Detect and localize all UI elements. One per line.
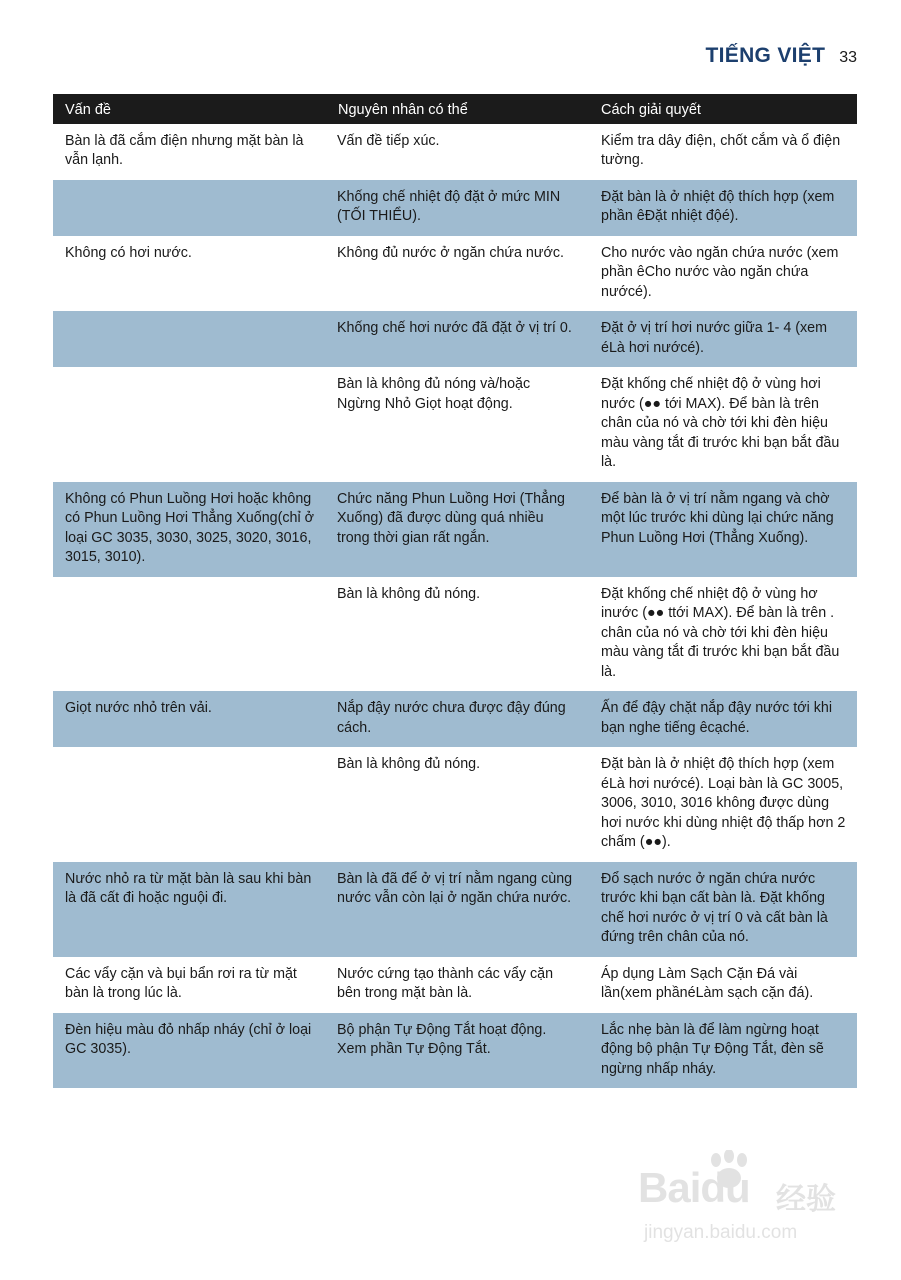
cell-problem: Các vẩy cặn và bụi bẩn rơi ra từ mặt bàn là trong lúc là. [53,957,326,1013]
cell-problem: Không có Phun Luồng Hơi hoặc không có Phun Luồng Hơi Thẳng Xuống(chỉ ở loại GC 3035, 3030, 3025, 3020, 3016, 3015, 3010). [53,482,326,577]
cell-cause: Bàn là không đủ nóng. [326,577,589,692]
table-row [53,482,857,577]
cell-problem: Đèn hiệu màu đỏ nhấp nháy (chỉ ở loại GC 3035). [53,1013,326,1089]
page-header [706,44,857,68]
cell-solution: Đặt khống chế nhiệt độ ở vùng hơi nước (●● tới MAX). Để bàn là trên chân của nó và chờ tới khi đèn hiệu màu vàng tắt đi trước khi bạn bắt đầu là. [589,367,857,482]
table-row [53,957,857,1013]
cell-problem: Bàn là đã cắm điện nhưng mặt bàn là vẫn lạnh. [53,124,326,180]
cell-cause: Chức năng Phun Luồng Hơi (Thẳng Xuống) đã được dùng quá nhiều trong thời gian rất ngắn. [326,482,589,577]
table-row [53,180,857,236]
table-header-row [53,94,857,124]
column-header-cause: Nguyên nhân có thể [326,94,589,124]
watermark-logo: Baidu [638,1164,750,1211]
table-row [53,862,857,957]
baidu-watermark [638,1150,858,1250]
column-header-problem: Vấn đề [53,94,326,124]
cell-problem [53,577,326,692]
cell-solution: Đặt khống chế nhiệt độ ở vùng hơ inước (●● ttới MAX). Để bàn là trên . chân của nó và chờ tới khi đèn hiệu màu vàng tắt đi trước khi bạn bắt đầu là. [589,577,857,692]
cell-solution: Lắc nhẹ bàn là để làm ngừng hoạt động bộ phận Tự Động Tắt, đèn sẽ ngừng nhấp nháy. [589,1013,857,1089]
page-number: 33 [839,49,857,66]
troubleshooting-table [53,94,857,1088]
cell-problem [53,367,326,482]
cell-problem [53,180,326,236]
column-header-solution: Cách giải quyết [589,94,857,124]
cell-cause: Nắp đậy nước chưa được đậy đúng cách. [326,691,589,747]
cell-problem [53,311,326,367]
table-row [53,691,857,747]
table-row [53,577,857,692]
cell-cause: Bàn là không đủ nóng và/hoặc Ngừng Nhỏ Giọt hoạt động. [326,367,589,482]
language-title: TIẾNG VIỆT [705,44,826,67]
cell-problem: Không có hơi nước. [53,236,326,312]
table-row [53,1013,857,1089]
table-row [53,311,857,367]
cell-problem: Nước nhỏ ra từ mặt bàn là sau khi bàn là đã cất đi hoặc nguội đi. [53,862,326,957]
table-row [53,367,857,482]
cell-cause: Bộ phận Tự Động Tắt hoạt động. Xem phần Tự Động Tắt. [326,1013,589,1089]
table-row [53,124,857,180]
cell-cause: Khống chế nhiệt độ đặt ở mức MIN (TỐI THIỂU). [326,180,589,236]
cell-cause: Bàn là không đủ nóng. [326,747,589,862]
cell-solution: Đặt bàn là ở nhiệt độ thích hợp (xem phần êĐặt nhiệt độé). [589,180,857,236]
cell-solution: Đặt ở vị trí hơi nước giữa 1- 4 (xem éLà hơi nướcé). [589,311,857,367]
watermark-chinese: 经验 [776,1183,836,1216]
table-row [53,747,857,862]
cell-solution: Áp dụng Làm Sạch Cặn Đá vài lần(xem phầnéLàm sạch cặn đá). [589,957,857,1013]
cell-solution: Cho nước vào ngăn chứa nước (xem phần êCho nước vào ngăn chứa nướcé). [589,236,857,312]
cell-solution: Đặt bàn là ở nhiệt độ thích hợp (xem éLà hơi nướcé). Loại bàn là GC 3005, 3006, 3010, 3016 không được dùng hơi nước khi dùng nhiệt độ thấp hơn 2 chấm (●●). [589,747,857,862]
cell-cause: Nước cứng tạo thành các vẩy cặn bên trong mặt bàn là. [326,957,589,1013]
cell-solution: Đổ sạch nước ở ngăn chứa nước trước khi bạn cất bàn là. Đặt khống chế hơi nước ở vị trí 0 và cất bàn là đứng trên chân của nó. [589,862,857,957]
cell-solution: Kiểm tra dây điện, chốt cắm và ổ điện tường. [589,124,857,180]
cell-solution: Để bàn là ở vị trí nằm ngang và chờ một lúc trước khi dùng lại chức năng Phun Luồng Hơi (Thẳng Xuống). [589,482,857,577]
table-row [53,236,857,312]
cell-solution: Ấn để đậy chặt nắp đậy nước tới khi bạn nghe tiếng êcạché. [589,691,857,747]
cell-cause: Bàn là đã để ở vị trí nằm ngang cùng nước vẫn còn lại ở ngăn chứa nước. [326,862,589,957]
cell-cause: Vấn đề tiếp xúc. [326,124,589,180]
cell-problem [53,747,326,862]
cell-problem: Giọt nước nhỏ trên vải. [53,691,326,747]
watermark-url: jingyan.baidu.com [644,1222,798,1243]
cell-cause: Khống chế hơi nước đã đặt ở vị trí 0. [326,311,589,367]
cell-cause: Không đủ nước ở ngăn chứa nước. [326,236,589,312]
